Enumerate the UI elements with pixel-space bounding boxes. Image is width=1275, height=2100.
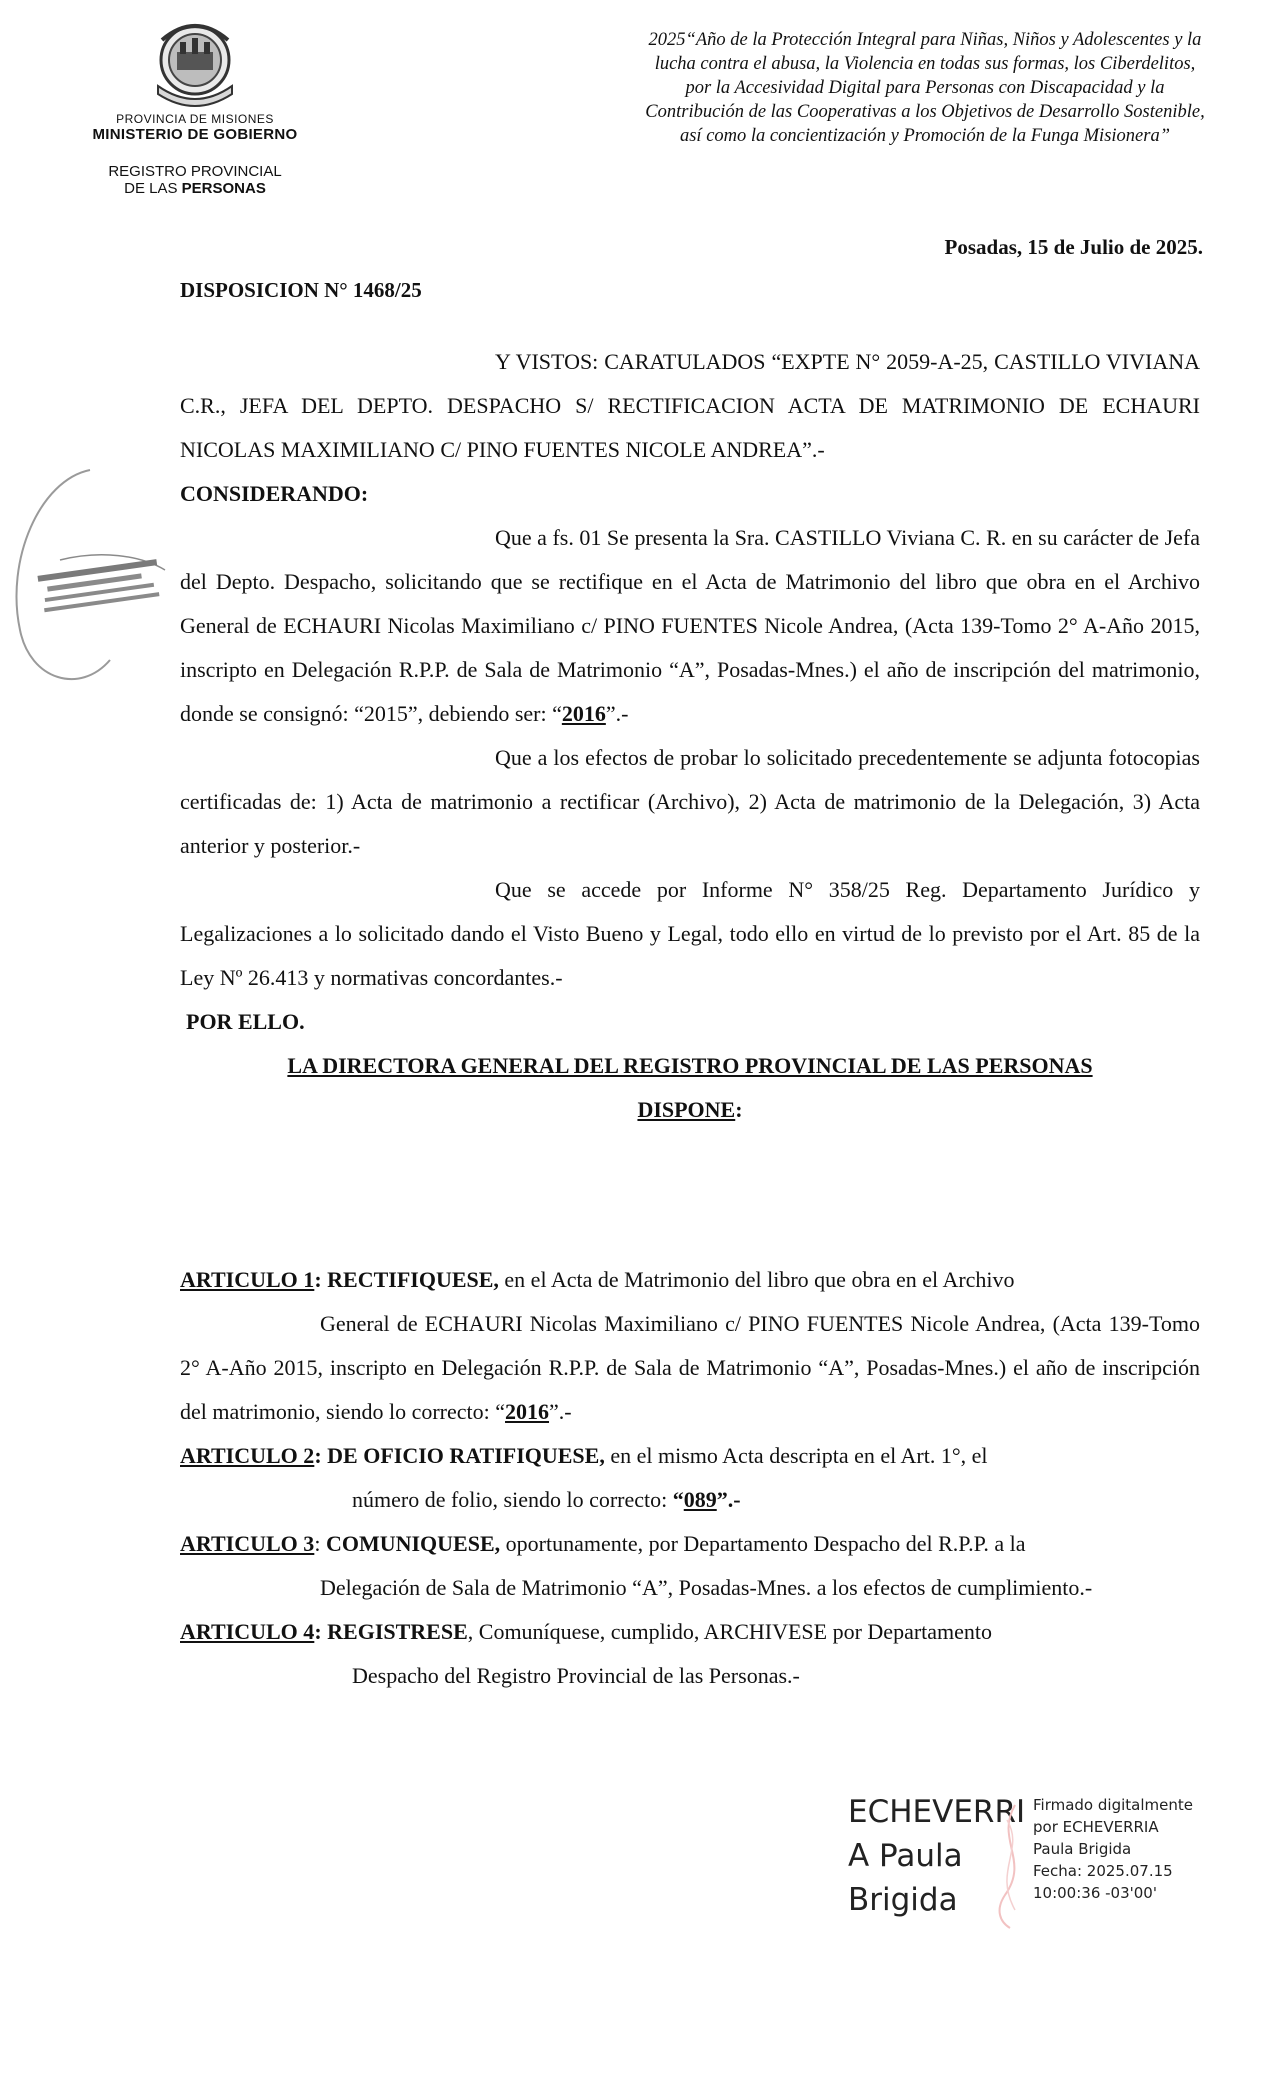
considerando-title: CONSIDERANDO: bbox=[180, 481, 369, 506]
institution-header bbox=[70, 20, 320, 197]
signature-details bbox=[1033, 1794, 1233, 1904]
article-4-second-line: Despacho del Registro Provincial de las Personas.- bbox=[352, 1663, 800, 1688]
signature-info-line3: Paula Brigida bbox=[1033, 1840, 1132, 1858]
legal-advisor-stamp-icon bbox=[0, 440, 190, 710]
article-3-line1: oportunamente, por Departamento Despacho del R.P.P. a la bbox=[500, 1531, 1026, 1556]
article-1-label: ARTICULO 1 bbox=[180, 1267, 315, 1292]
document-date: Posadas, 15 de Julio de 2025. bbox=[944, 235, 1203, 259]
article-3-first-line: ARTICULO 3: COMUNIQUESE, oportunamente, por Departamento Despacho del R.P.P. a la bbox=[180, 1531, 1026, 1556]
article-2-line1: en el mismo Acta descripta en el Art. 1°, el bbox=[604, 1443, 988, 1468]
vistos-section bbox=[180, 340, 1200, 1132]
considerando-paragraph-2: Que a los efectos de probar lo solicitado precedentemente se adjunta fotocopias certificadas de: 1) Acta de matrimonio a rectificar (Archivo), 2) Acta de matrimonio de la Delegación, 3) Acta anterior y posterior.- bbox=[180, 745, 1200, 858]
article-3-action: COMUNIQUESE, bbox=[325, 1531, 501, 1556]
article-2-second-line bbox=[180, 1478, 1200, 1522]
signer-name-line2: A Paula bbox=[848, 1838, 963, 1874]
article-1-text: General de ECHAURI Nicolas Maximiliano c/ PINO FUENTES Nicole Andrea, (Acta 139-Tomo 2° A-Año 2015, inscripto en Delegación R.P.P. de Sala de Matrimonio “A”, Posadas-Mnes.) el año de inscripción del matrimonio, siendo lo correcto: “ bbox=[180, 1311, 1200, 1424]
considerando-p1-end: ”.- bbox=[605, 701, 629, 726]
corrected-year: 2016 bbox=[561, 701, 606, 726]
folio-close-quote: ”.- bbox=[716, 1487, 741, 1512]
signer-name-line1: ECHEVERRI bbox=[848, 1794, 1026, 1830]
signature-info-line2: por ECHEVERRIA bbox=[1033, 1818, 1159, 1836]
considerando-p1-text: Que a fs. 01 Se presenta la Sra. CASTILLO Viviana C. R. en su carácter de Jefa del Depto. Despacho, solicitando que se rectifique en el Acta de Matrimonio del libro que obra en el Archivo General de ECHAURI Nicolas Maximiliano c/ PINO FUENTES Nicole Andrea, (Acta 139-Tomo 2° A-Año 2015, inscripto en Delegación R.P.P. de Sala de Matrimonio “A”, Posadas-Mnes.) el año de inscripción del matrimonio, donde se consignó: “2015”, debiendo ser: “ bbox=[180, 525, 1200, 726]
article-4-action: REGISTRESE bbox=[327, 1619, 468, 1644]
article-1-rest bbox=[180, 1302, 1200, 1434]
folio-open-quote: “ bbox=[672, 1487, 684, 1512]
registry-name-line2 bbox=[70, 180, 320, 197]
signature-time: 10:00:36 -03'00' bbox=[1033, 1884, 1157, 1902]
directora-heading: LA DIRECTORA GENERAL DEL REGISTRO PROVINCIAL DE LAS PERSONAS bbox=[287, 1053, 1093, 1078]
signature-info-line1: Firmado digitalmente bbox=[1033, 1796, 1193, 1814]
dispone-word: DISPONE bbox=[637, 1097, 736, 1122]
year-motto: 2025“Año de la Protección Integral para Niñas, Niños y Adolescentes y la lucha contra el abusa, la Violencia en todas sus formas, los Ciberdelitos, por la Accesividad Digital para Personas con Discapacidad y la Contribución de las Cooperativas a los Objetivos de Desarrollo Sostenible, así como la concientización y Promoción de la Funga Misionera” bbox=[645, 30, 1205, 146]
registry-name-prefix: DE LAS bbox=[124, 180, 182, 197]
folio-number: 089 bbox=[683, 1487, 717, 1512]
signature-date: Fecha: 2025.07.15 bbox=[1033, 1862, 1173, 1880]
article-1-end: ”.- bbox=[549, 1399, 572, 1424]
ministry-name: MINISTERIO DE GOBIERNO bbox=[92, 126, 298, 143]
article-1-action: RECTIFIQUESE, bbox=[327, 1267, 499, 1292]
article-3-rest: Delegación de Sala de Matrimonio “A”, Posadas-Mnes. a los efectos de cumplimiento.- bbox=[320, 1575, 1093, 1600]
signature-mark-icon bbox=[985, 1800, 1035, 1930]
por-ello: POR ELLO. bbox=[186, 1009, 305, 1034]
article-1-line1: en el Acta de Matrimonio del libro que obra en el Archivo bbox=[498, 1267, 1015, 1292]
article-3-label: ARTICULO 3 bbox=[180, 1531, 315, 1556]
provincial-crest-icon bbox=[140, 20, 250, 110]
province-name: PROVINCIA DE MISIONES bbox=[116, 112, 274, 126]
dispone-heading bbox=[180, 1088, 1200, 1132]
article-4-label: ARTICULO 4 bbox=[180, 1619, 315, 1644]
vistos-paragraph: Y VISTOS: CARATULADOS “EXPTE N° 2059-A-25, CASTILLO VIVIANA C.R., JEFA DEL DEPTO. DESPACHO S/ RECTIFICACION ACTA DE MATRIMONIO DE ECHAURI NICOLAS MAXIMILIANO C/ PINO FUENTES NICOLE ANDREA”.- bbox=[180, 349, 1200, 462]
article-2-line2: número de folio, siendo lo correcto: bbox=[352, 1487, 673, 1512]
registry-name-bold: PERSONAS bbox=[181, 180, 266, 197]
considerando-paragraph-3: Que se accede por Informe N° 358/25 Reg. Departamento Jurídico y Legalizaciones a lo solicitado dando el Visto Bueno y Legal, todo ello en virtud de lo previsto por el Art. 85 de la Ley Nº 26.413 y normativas concordantes.- bbox=[180, 877, 1200, 990]
article-2-first-line: ARTICULO 2: DE OFICIO RATIFIQUESE, en el mismo Acta descripta en el Art. 1°, el bbox=[180, 1443, 988, 1468]
article-2-label: ARTICULO 2 bbox=[180, 1443, 315, 1468]
article-2-action: DE OFICIO RATIFIQUESE, bbox=[327, 1443, 605, 1468]
article-4-first-line: ARTICULO 4: REGISTRESE, Comuníquese, cumplido, ARCHIVESE por Departamento bbox=[180, 1619, 993, 1644]
article-4-line1: , Comuníquese, cumplido, ARCHIVESE por Departamento bbox=[467, 1619, 993, 1644]
articles-section bbox=[180, 1258, 1200, 1698]
considerando-paragraph-1 bbox=[180, 516, 1200, 736]
registry-name-line1: REGISTRO PROVINCIAL bbox=[108, 163, 282, 180]
signer-name-line3: Brigida bbox=[848, 1882, 958, 1918]
article-1-year: 2016 bbox=[505, 1399, 550, 1424]
dispone-colon: : bbox=[735, 1097, 743, 1122]
article-1-first-line: ARTICULO 1: RECTIFIQUESE, en el Acta de Matrimonio del libro que obra en el Archivo bbox=[180, 1267, 1015, 1292]
disposition-number: DISPOSICION N° 1468/25 bbox=[180, 278, 422, 302]
